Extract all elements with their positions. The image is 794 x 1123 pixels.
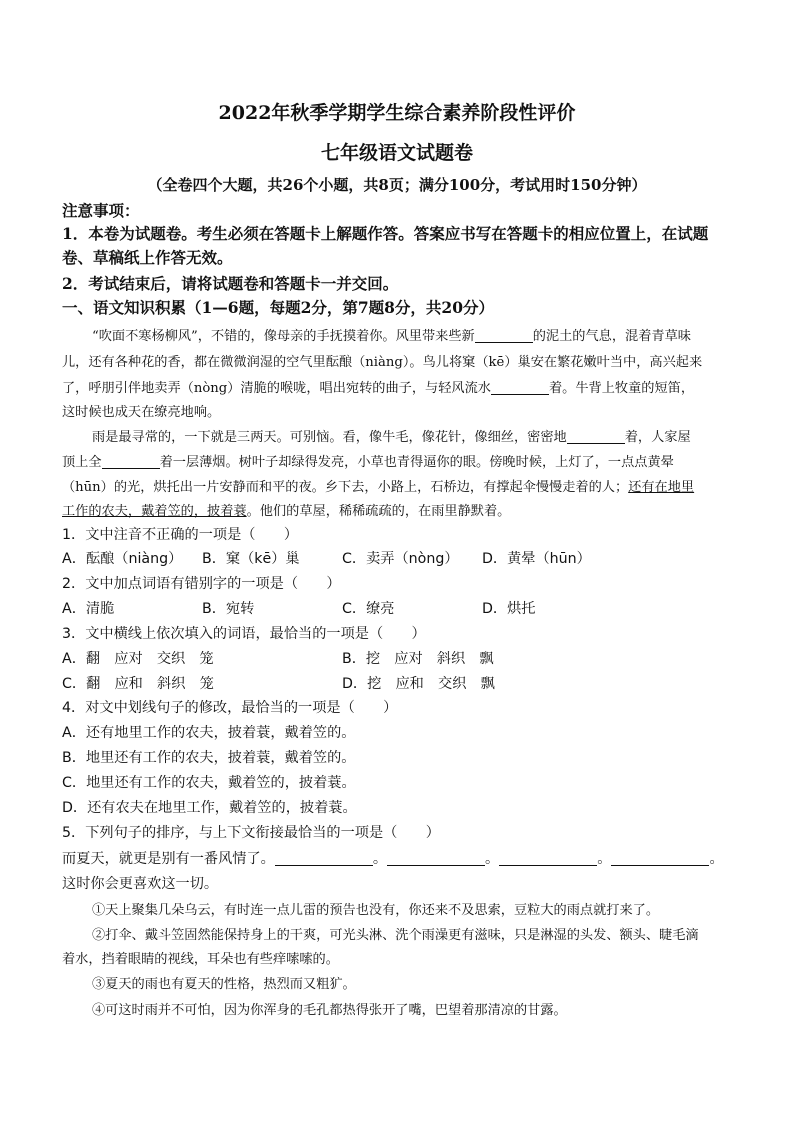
passage-line-7 (62, 476, 742, 495)
q4-option-d: D．还有农夫在地里工作，戴着笠的，披着蓑。 (62, 800, 357, 816)
notice-item-2: 2．考试结束后，请将试题卷和答题卡一并交回。 (62, 274, 399, 293)
fill-blank-3 (567, 430, 625, 444)
q3-option-b: B．挖 应对 斜织 飘 (342, 651, 494, 667)
passage-text: 雨是最寻常的，一下就是三两天。可别恼。看，像牛毛，像花针，像细丝，密密地 (92, 430, 567, 445)
q5-separator: 。 (597, 851, 612, 867)
passage-line-2: 儿，还有各种花的香，都在微微润湿的空气里酝酿（niàng）。鸟儿将窠（kē）巢安在繁花嫩叶当中，高兴起来 (62, 355, 703, 370)
passage-text: 着一层薄烟。树叶子却绿得发亮，小草也青得逼你的眼。傍晚时候，上灯了，一点点黄晕 (159, 455, 674, 470)
q4-option-b: B．地里还有工作的农夫，披着蓑，戴着笠的。 (62, 750, 356, 766)
passage-text: “吹面不寒杨柳风”，不错的，像母亲的手抚摸着你。风里带来些新 (92, 329, 475, 344)
q2-option-b: B．宛转 (202, 601, 255, 617)
q2-option-d: D．烘托 (482, 601, 536, 617)
passage-text: 。他们的草屋，稀稀疏疏的，在雨里静默着。 (246, 504, 511, 519)
passage-text: （hūn）的光，烘托出一片安静而和平的夜。乡下去，小路上，石桥边，有撑起伞慢慢走着的人； (62, 480, 629, 495)
q3-option-a: A．翻 应对 交织 笼 (62, 651, 214, 667)
passage-line-3 (62, 377, 742, 396)
fill-blank-4 (102, 455, 160, 469)
q5-separator: 。 (485, 851, 500, 867)
q5-blank-3 (499, 851, 597, 866)
q5-lead-text: 而夏天，就更是别有一番风情了。 (62, 851, 275, 867)
q4-option-c: C．地里还有工作的农夫，戴着笠的，披着蓑。 (62, 775, 356, 791)
notice-item-1-line-2: 卷、草稿纸上作答无效。 (62, 248, 233, 267)
exam-info: （全卷四个大题，共26个小题，共8页；满分100分，考试用时150分钟） (147, 176, 647, 194)
fill-blank-1 (475, 329, 533, 343)
q5-sentence-1: ①天上聚集几朵乌云，有时连一点儿雷的预告也没有，你还来不及思索，豆粒大的雨点就打来了。 (92, 903, 660, 918)
passage-text: 了，呼朋引伴地卖弄（nòng）清脆的喉咙，唱出宛转的曲子，与轻风流水 (62, 381, 491, 396)
passage-text: 的泥土的气息，混着青草味 (532, 329, 691, 344)
passage-line-4: 这时候也成天在缭亮地响。 (62, 405, 221, 420)
passage-line-8 (62, 500, 742, 519)
passage-line-6 (62, 451, 742, 470)
q5-separator: 。 (709, 851, 724, 867)
notice-heading: 注意事项： (62, 201, 140, 220)
question-3-stem: 3．文中横线上依次填入的词语，最恰当的一项是（ ） (62, 626, 426, 642)
q4-option-a: A．还有地里工作的农夫，披着蓑，戴着笠的。 (62, 725, 356, 741)
q5-sentence-3: ③夏天的雨也有夏天的性格，热烈而又粗犷。 (92, 977, 356, 992)
passage-text: 顶上全 (62, 455, 102, 470)
passage-text: 着，人家屋 (624, 430, 691, 445)
q1-option-b: B．窠（kē）巢 (202, 551, 300, 567)
q5-blank-2 (387, 851, 485, 866)
q5-blank-1 (275, 851, 373, 866)
q5-trail-text: 这时你会更喜欢这一切。 (62, 876, 219, 892)
q2-option-a: A．清脆 (62, 601, 115, 617)
q1-option-a: A．酝酿（niàng） (62, 551, 183, 567)
passage-line-5 (92, 426, 742, 445)
underlined-sentence: 工作的农夫，戴着笠的，披着蓑 (62, 504, 247, 519)
q3-option-c: C．翻 应和 斜织 笼 (62, 676, 214, 692)
fill-blank-2 (491, 381, 549, 395)
exam-subtitle: 七年级语文试题卷 (320, 142, 473, 164)
q5-fill-line (62, 848, 742, 868)
passage-line-1 (92, 325, 742, 344)
q1-option-c: C．卖弄（nòng） (342, 551, 459, 567)
exam-title: 2022年秋季学期学生综合素养阶段性评价 (218, 102, 576, 124)
question-1-stem: 1．文中注音不正确的一项是（ ） (62, 527, 299, 543)
q5-sentence-2-line-1: ②打伞、戴斗笠固然能保持身上的干爽，可光头淋、洗个雨澡更有滋味，只是淋湿的头发、额头、睫毛滴 (92, 928, 699, 943)
q3-option-d: D．挖 应和 交织 飘 (342, 676, 495, 692)
question-2-stem: 2．文中加点词语有错别字的一项是（ ） (62, 576, 341, 592)
question-4-stem: 4．对文中划线句子的修改，最恰当的一项是（ ） (62, 700, 398, 716)
q2-option-c: C．缭亮 (342, 601, 395, 617)
question-5-stem: 5．下列句子的排序，与上下文衔接最恰当的一项是（ ） (62, 825, 440, 841)
section-1-heading: 一、语文知识积累（1—6题，每题2分，第7题8分，共20分） (62, 298, 494, 317)
underlined-sentence: 还有在地里 (628, 480, 695, 495)
notice-item-1-line-1: 1．本卷为试题卷。考生必须在答题卡上解题作答。答案应书写在答题卡的相应位置上，在试题 (62, 224, 709, 243)
q1-option-d: D．黄晕（hūn） (482, 551, 591, 567)
q5-sentence-4: ④可这时雨并不可怕，因为你浑身的毛孔都热得张开了嘴，巴望着那清凉的甘露。 (92, 1003, 567, 1018)
q5-blank-4 (611, 851, 709, 866)
passage-text: 着。牛背上牧童的短笛， (549, 381, 695, 396)
q5-sentence-2-line-2: 着水，挡着眼睛的视线，耳朵也有些痒嗦嗦的。 (62, 952, 339, 967)
q5-separator: 。 (372, 851, 388, 867)
